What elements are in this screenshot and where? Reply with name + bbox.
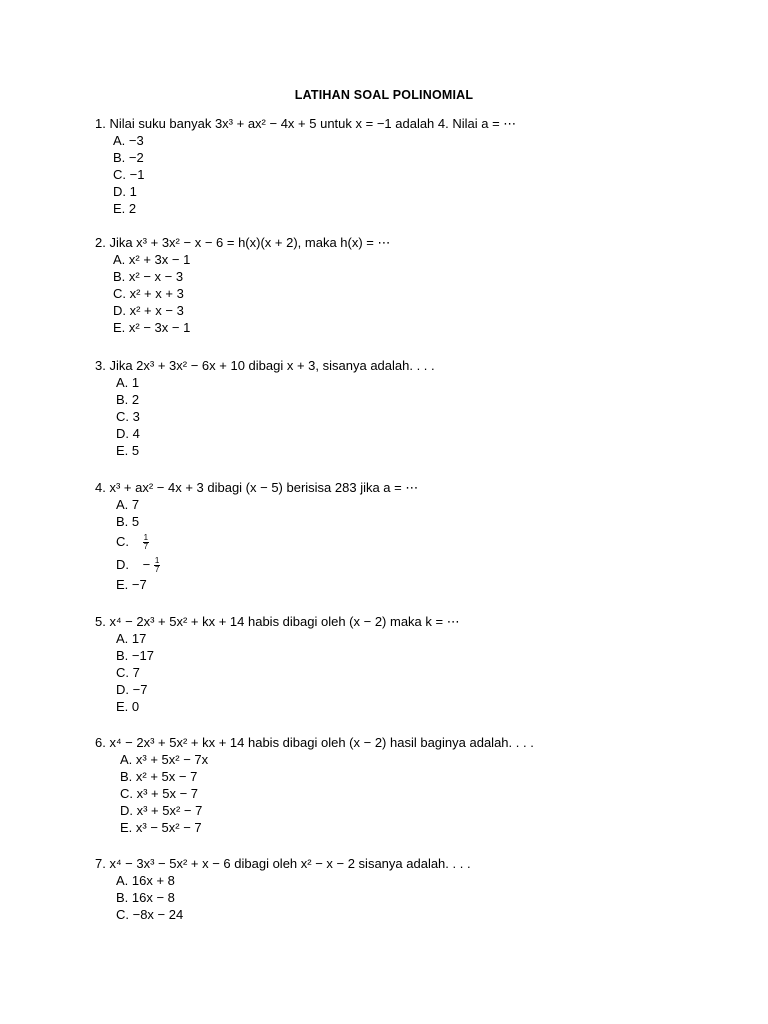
- answer-option-e: E. x³ − 5x² − 7: [120, 820, 202, 835]
- question-5: [95, 613, 695, 715]
- answer-option-a: A. x² + 3x − 1: [113, 252, 191, 267]
- answer-option-a: A. 7: [116, 497, 140, 512]
- question-stem: 3. Jika 2x³ + 3x² − 6x + 10 dibagi x + 3, sisanya adalah. . . .: [95, 358, 435, 373]
- question-stem: 2. Jika x³ + 3x² − x − 6 = h(x)(x + 2), maka h(x) = ⋯: [95, 235, 391, 250]
- question-1: [95, 115, 695, 217]
- question-2: [95, 234, 695, 336]
- answer-option-d: D. −7: [116, 682, 148, 697]
- answer-option-c: C. −8x − 24: [116, 907, 184, 922]
- question-stem: 4. x³ + ax² − 4x + 3 dibagi (x − 5) berisisa 283 jika a = ⋯: [95, 480, 419, 495]
- question-stem: 5. x⁴ − 2x³ + 5x² + kx + 14 habis dibagi oleh (x − 2) maka k = ⋯: [95, 614, 460, 629]
- option-label: C.: [116, 534, 129, 549]
- answer-option-b: B. −2: [113, 150, 144, 165]
- answer-option-b: B. 2: [116, 392, 140, 407]
- answer-option-c: [95, 530, 695, 553]
- answer-option-c: C. 7: [116, 665, 140, 680]
- answer-option-a: A. x³ + 5x² − 7x: [120, 752, 209, 767]
- question-7: [95, 855, 695, 923]
- answer-option-e: E. x² − 3x − 1: [113, 320, 191, 335]
- answer-option-e: E. −7: [116, 577, 147, 592]
- fraction: [154, 557, 160, 574]
- question-4: [95, 479, 695, 593]
- answer-option-a: A. 1: [116, 375, 140, 390]
- page-title: LATIHAN SOAL POLINOMIAL: [294, 88, 474, 102]
- fraction-denominator: 7: [143, 542, 149, 552]
- answer-option-e: E. 2: [113, 201, 137, 216]
- fraction-numerator: 1: [143, 533, 149, 543]
- answer-option-d: D. 1: [113, 184, 137, 199]
- question-3: [95, 357, 695, 459]
- answer-option-c: C. 3: [116, 409, 140, 424]
- answer-option-c: C. x² + x + 3: [113, 286, 184, 301]
- question-stem: 6. x⁴ − 2x³ + 5x² + kx + 14 habis dibagi oleh (x − 2) hasil baginya adalah. . . .: [95, 735, 534, 750]
- answer-option-b: B. 5: [116, 514, 140, 529]
- question-stem: 7. x⁴ − 3x³ − 5x² + x − 6 dibagi oleh x² − x − 2 sisanya adalah. . . .: [95, 856, 471, 871]
- answer-option-d: D. 4: [116, 426, 140, 441]
- answer-option-d: D. x² + x − 3: [113, 303, 184, 318]
- answer-option-a: A. 16x + 8: [116, 873, 175, 888]
- answer-option-e: E. 5: [116, 443, 140, 458]
- question-6: [95, 734, 695, 836]
- answer-option-d: [95, 553, 695, 576]
- fraction-denominator: 7: [154, 565, 160, 575]
- answer-option-b: B. x² − x − 3: [113, 269, 184, 284]
- minus-sign: −: [142, 557, 151, 572]
- answer-option-e: E. 0: [116, 699, 140, 714]
- fraction-numerator: 1: [154, 556, 160, 566]
- answer-option-d: D. x³ + 5x² − 7: [120, 803, 203, 818]
- question-stem: 1. Nilai suku banyak 3x³ + ax² − 4x + 5 untuk x = −1 adalah 4. Nilai a = ⋯: [95, 116, 517, 131]
- answer-option-a: A. 17: [116, 631, 147, 646]
- answer-option-c: C. −1: [113, 167, 145, 182]
- answer-option-c: C. x³ + 5x − 7: [120, 786, 199, 801]
- answer-option-b: B. −17: [116, 648, 154, 663]
- option-label: D.: [116, 557, 129, 572]
- answer-option-a: A. −3: [113, 133, 144, 148]
- answer-option-b: B. x² + 5x − 7: [120, 769, 198, 784]
- answer-option-b: B. 16x − 8: [116, 890, 175, 905]
- fraction: [143, 534, 149, 551]
